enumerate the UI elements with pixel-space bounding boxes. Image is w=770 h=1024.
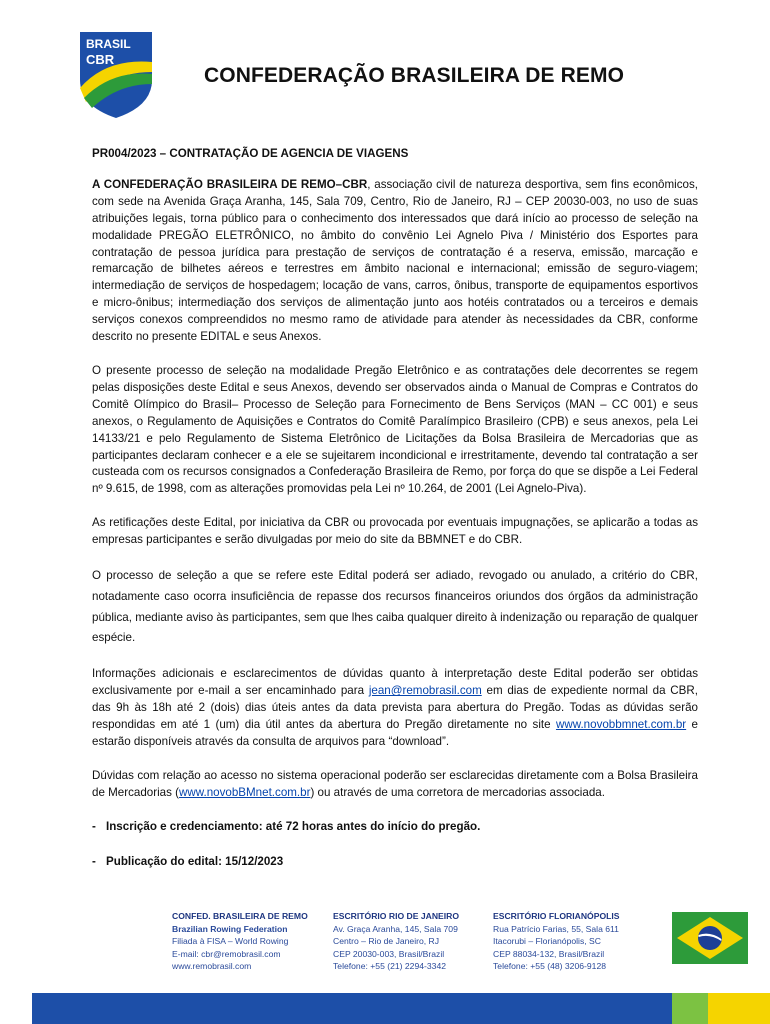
paragraph-cancellation: O processo de seleção a que se refere este Edital poderá ser adiado, revogado ou anulado, a critério do CBR, notadamente caso ocorra insuficiência de repasse dos recursos financeiros oriundos dos órgãos da administração pública, mediante aviso às participantes, sem que lhes caiba qualquer direito à indenização ou reparação de qualquer espécie. xyxy=(92,569,698,645)
bullet-publication xyxy=(92,854,698,871)
footer-rio-cep: CEP 20030-003, Brasil/Brazil xyxy=(333,948,445,959)
page-footer xyxy=(0,910,770,980)
paragraph-information xyxy=(92,666,698,751)
footer-floripa-city: Itacorubi – Florianópolis, SC xyxy=(493,936,601,947)
brazil-flag-icon xyxy=(672,912,748,964)
bbmnet-site-link[interactable]: www.novobbmnet.com.br xyxy=(555,717,687,731)
info-text-a: Informações adicionais e esclarecimentos de dúvidas quanto à interpretação deste Edital poderão ser obtidas exclusivamente por e-mail a ser encaminhado para xyxy=(92,667,698,698)
footer-floripa-phone: Telefone: +55 (48) 3206-9128 xyxy=(493,961,606,972)
footer-federation xyxy=(172,910,308,973)
bullet-publication-text: Publicação do edital: 15/12/2023 xyxy=(106,855,284,869)
footer-rio-city: Centro – Rio de Janeiro, RJ xyxy=(333,936,440,947)
footer-bar-green xyxy=(672,993,708,1024)
bullet-registration xyxy=(92,819,698,836)
footer-floripa-office xyxy=(493,910,620,973)
paragraph-retifications: As retificações deste Edital, por iniciativa da CBR ou provocada por eventuais impugnações, se aplicarão a todas as empresas participantes e serão divulgadas por meio do site da BBMNET e do CBR. xyxy=(92,516,698,547)
footer-federation-site: www.remobrasil.com xyxy=(172,961,252,972)
footer-bar-yellow xyxy=(708,993,770,1024)
footer-rio-phone: Telefone: +55 (21) 2294-3342 xyxy=(333,961,446,972)
svg-text:BRASIL: BRASIL xyxy=(86,37,131,51)
footer-rio-address: Av. Graça Aranha, 145, Sala 709 xyxy=(333,923,458,934)
paragraph-system-access xyxy=(92,768,698,802)
contact-email-link[interactable]: jean@remobrasil.com xyxy=(368,684,482,698)
cbr-logo xyxy=(76,28,156,120)
access-text-a: Dúvidas com relação ao acesso no sistema operacional poderão ser esclarecidas diretamente com a Bolsa Brasileira de Mercadorias ( xyxy=(92,768,698,799)
bullet-dash: - xyxy=(92,819,96,833)
bullet-registration-text: Inscrição e credenciamento: até 72 horas antes do início do pregão. xyxy=(106,819,481,833)
footer-federation-title: CONFED. BRASILEIRA DE REMO xyxy=(172,911,308,921)
info-text-b: em dias de expediente normal da CBR, das 9h às 18h até 2 (dois) dias úteis antes da data prevista para abertura do Pregão. Todas as dúvidas serão respondidas em até 1 (um) dia útil antes da abertura do Pregão diretamente no site xyxy=(92,684,698,731)
footer-floripa-cep: CEP 88034-132, Brasil/Brazil xyxy=(493,948,605,959)
footer-federation-line1: Filiada à FISA – World Rowing xyxy=(172,936,289,947)
access-text-b: ) ou através de uma corretora de mercadorias associada. xyxy=(310,785,605,799)
bbm-site-link[interactable]: www.novobBMnet.com.br xyxy=(179,785,311,799)
footer-rio-office xyxy=(333,910,459,973)
bullet-dash: - xyxy=(92,855,96,869)
intro-rest: , associação civil de natureza desportiva, sem fins econômicos, com sede na Avenida Graça Aranha, 145, Sala 709, Centro, Rio de Janeiro, RJ – CEP 20030-003, no uso de suas atribuições legais, torna público para o conhecimento dos interessados que dará início ao processo de seleção na modalidade PREGÃO ELETRÔNICO, no âmbito do convênio Lei Agnelo Piva / Ministério dos Esportes para contratação de pessoa jurídica para prestação de serviços de contratação é a reserva, emissão, marcação e remarcação de bilhetes aéreos e terrestres em âmbito nacional e internacional; emissão de seguro-viagem; intermediação de serviços de hospedagem; locação de vans, carros, ônibus, transporte de equipamentos esportivos e micro-ônibus; intermediação dos serviços de alimentação junto aos hotéis contratados ou a terceiros e demais serviços conexos compreendidos no mesmo ramo de atividade para atender às necessidades da CBR, conforme descrito no presente EDITAL e seus Anexos. xyxy=(92,177,698,344)
intro-lead: A CONFEDERAÇÃO BRASILEIRA DE REMO–CBR xyxy=(92,177,368,191)
paragraph-intro xyxy=(92,177,698,346)
svg-text:CBR: CBR xyxy=(86,52,115,67)
footer-bar-blue xyxy=(32,993,672,1024)
footer-federation-email: E-mail: cbr@remobrasil.com xyxy=(172,948,281,959)
footer-federation-subtitle: Brazilian Rowing Federation xyxy=(172,923,288,934)
footer-floripa-address: Rua Patrício Farias, 55, Sala 611 xyxy=(493,923,619,934)
info-text-c: e estarão disponíveis através da consulta de arquivos para “download”. xyxy=(92,717,698,748)
footer-rio-title: ESCRITÓRIO RIO DE JANEIRO xyxy=(333,911,460,921)
paragraph-regulation: O presente processo de seleção na modalidade Pregão Eletrônico e as contratações dele decorrentes se regem pelas disposições deste Edital e seus Anexos, devendo ser observados ainda o Manual de Compras e Contratos do Comitê Olímpico do Brasil– Processo de Seleção para Fornecimento de Bens Serviços (MAN – CC 001) e seus anexos, o Regulamento de Aquisições e Contratos do Comitê Paralímpico Brasileiro (CPB) e seus anexos, pela Lei 14133/21 e pelo Regulamento de Sistema Eletrônico de Licitações da Bolsa Brasileira de Mercadorias que as participantes declaram conhecer e a ele se sujeitarem incondicional e irrestritamente, devendo tal contratação a ser custeada com os recursos consignados a Confederação Brasileira de Remo, por força do que se dispõe a Lei Federal nº 9.615, de 1998, com as alterações promovidas pela Lei nº 10.264, de 2001 (Lei Agnelo-Piva). xyxy=(92,363,698,496)
footer-floripa-title: ESCRITÓRIO FLORIANÓPOLIS xyxy=(493,911,620,921)
document-body xyxy=(92,146,698,890)
organization-title: CONFEDERAÇÃO BRASILEIRA DE REMO xyxy=(204,64,625,87)
document-heading: PR004/2023 – CONTRATAÇÃO DE AGENCIA DE VIAGENS xyxy=(92,147,409,160)
